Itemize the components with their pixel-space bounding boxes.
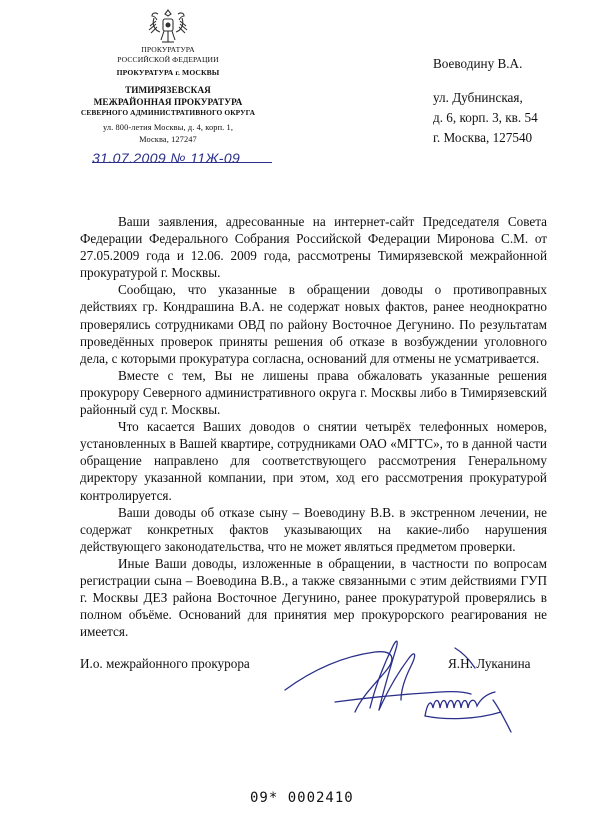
handwritten-signature: [275, 628, 520, 738]
paragraph-6: Иные Ваши доводы, изложенные в обращении, в частности по вопросам регистрации сына – Воеводина В.В., а также связанными с этим действиями ГУП г. Москвы ДЕЗ района Восточное Дегунино, ранее прокуратурой проверялись в полном объёме. Оснований для принятия мер прокурорского реагирования не имеется.: [80, 555, 547, 640]
document-number: 09* 0002410: [250, 790, 354, 806]
office-address: [80, 122, 256, 146]
paragraph-2: Сообщаю, что указанные в обращении доводы о противоправных действиях гр. Кондрашина В.А. не содержат новых фактов, ранее неоднократно проверялись сотрудниками ОВД по району Восточное Дегунино. По результатам проведённых проверок приняты решения об отказе в возбуждении уголовного дела, с которыми прокуратура согласна, оснований для отмены не усматривается.: [80, 282, 547, 366]
paragraph-4: Что касается Ваших доводов о снятии четырёх телефонных номеров, установленных в Вашей квартире, сотрудниками ОАО «МГТС», то в данной части обращение направлено для соответствующего рассмотрения Генеральному директору указанной компании, при этом, ход его рассмотрения прокуратурой контролируется.: [80, 419, 547, 503]
paragraph-1: Ваши заявления, адресованные на интернет-сайт Председателя Совета Федерации Федерального Собрания Российской Федерации Миронова С.М. от 27.05.2009 года и 12.06. 2009 года, рассмотрены Тимирязевской межрайонной прокуратурой г. Москвы.: [80, 214, 547, 281]
addressee-house: д. 6, корп. 3, кв. 54: [433, 110, 538, 125]
addressee-name: Воеводину В.А.: [433, 56, 523, 71]
addressee-block: [433, 54, 538, 148]
signer-position: И.о. межрайонного прокурора: [80, 656, 250, 671]
office-name-block: [80, 84, 256, 118]
paragraph-3: Вместе с тем, Вы не лишены права обжаловать указанные решения прокурору Северного административного округа г. Москвы либо в Тимирязевский районный суд г. Москвы.: [80, 367, 547, 418]
office-name-line3: СЕВЕРНОГО АДМИНИСТРАТИВНОГО ОКРУГА: [80, 108, 256, 117]
double-headed-eagle-emblem-icon: [146, 4, 190, 48]
agency-header: [80, 45, 256, 65]
office-address-line1: ул. 800-летия Москвы, д. 4, корп. 1,: [102, 123, 234, 132]
office-address-line2: Москва, 127247: [139, 135, 197, 144]
header-line-prosecutor: ПРОКУРАТУРА: [141, 45, 195, 54]
date-number-stamp: [92, 150, 272, 172]
stamp-text: 31.07.2009 № 11Ж-09: [92, 150, 241, 166]
addressee-city: г. Москва, 127540: [433, 130, 533, 145]
letter-body: [80, 213, 547, 640]
addressee-street: ул. Дубнинская,: [433, 90, 523, 105]
office-name-line2: МЕЖРАЙОННАЯ ПРОКУРАТУРА: [93, 97, 243, 107]
office-name-line1: ТИМИРЯЗЕВСКАЯ: [125, 85, 211, 95]
paragraph-5: Ваши доводы об отказе сыну – Воеводину В.В. в экстренном лечении, не содержат конкретных фактов указывающих на какие-либо нарушения действующего законодательства, что не может являться предметом проверки.: [80, 504, 547, 554]
header-line-russia: РОССИЙСКОЙ ФЕДЕРАЦИИ: [117, 55, 219, 64]
header-moscow: ПРОКУРАТУРА г. МОСКВЫ: [116, 68, 220, 77]
signer-name: Я.Н. Луканина: [448, 656, 531, 671]
